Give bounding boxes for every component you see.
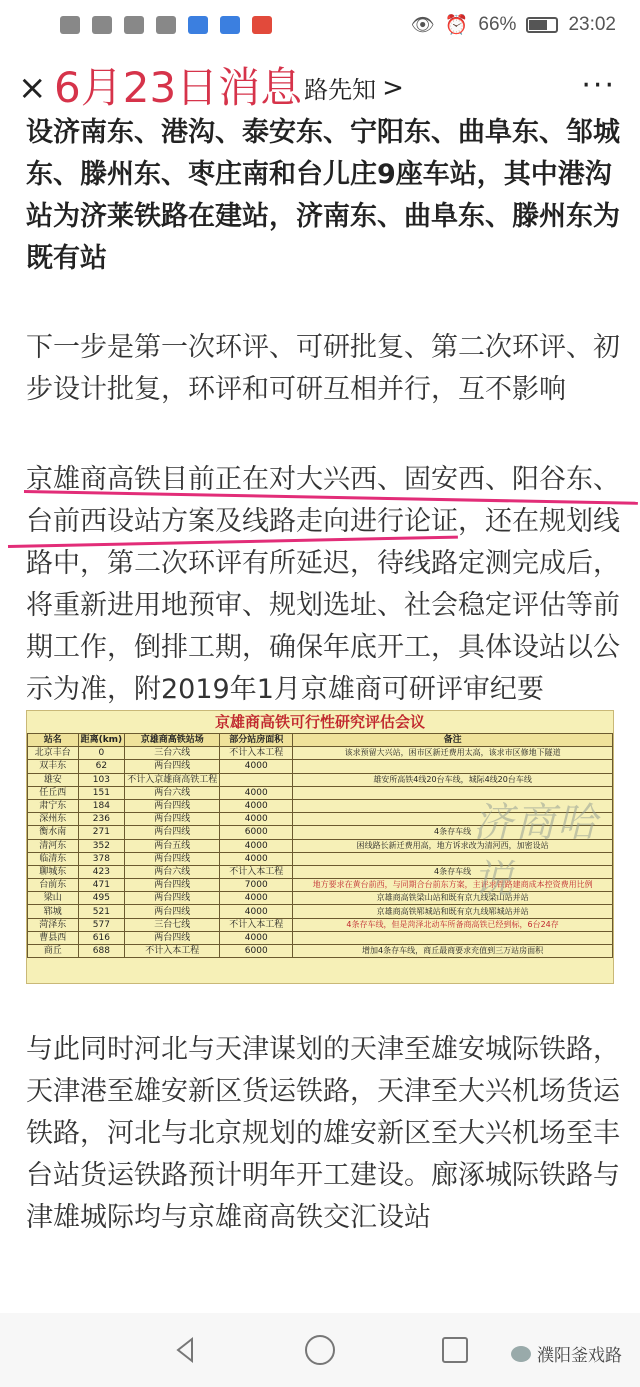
- system-nav-bar: [0, 1313, 640, 1387]
- table-row: [28, 760, 613, 773]
- table-header-cell: 京雄商高铁站场: [125, 734, 220, 747]
- alarm-icon: ⏰: [444, 15, 469, 36]
- table-title: 京雄商高铁可行性研究评估会议: [214, 713, 425, 731]
- back-icon[interactable]: [170, 1335, 200, 1365]
- table-cell: 616: [78, 931, 125, 944]
- qq-icon: [156, 16, 176, 34]
- table-cell: 6000: [220, 945, 293, 958]
- table-note-cell: [293, 931, 613, 944]
- table-cell: 4000: [220, 931, 293, 944]
- table-row: [28, 773, 613, 786]
- table-cell: 梁山: [28, 892, 79, 905]
- table-cell: 103: [78, 773, 125, 786]
- table-cell: 两台四线: [125, 760, 220, 773]
- table-cell: 雄安: [28, 773, 79, 786]
- table-cell: 两台六线: [125, 865, 220, 878]
- brand-name: 濮阳釜戏路: [537, 1346, 622, 1366]
- table-row: [28, 931, 613, 944]
- table-cell: 两台四线: [125, 931, 220, 944]
- table-cell: 不计入本工程: [125, 945, 220, 958]
- table-cell: 4000: [220, 852, 293, 865]
- table-note-cell: 4条存车线，但是菏泽北动车所备商高铁已经到标，6台24存: [293, 918, 613, 931]
- more-options-icon[interactable]: ···: [581, 68, 616, 103]
- table-note-cell: [293, 760, 613, 773]
- table-cell: 7000: [220, 879, 293, 892]
- table-header-cell: 部分站房面积: [220, 734, 293, 747]
- table-cell: 衡水南: [28, 826, 79, 839]
- review-minutes-table: [26, 710, 614, 984]
- table-cell: 151: [78, 786, 125, 799]
- table-cell: 62: [78, 760, 125, 773]
- table-cell: 4000: [220, 813, 293, 826]
- table-cell: 495: [78, 892, 125, 905]
- table-note-cell: 4条存车线: [293, 826, 613, 839]
- table-cell: 4000: [220, 760, 293, 773]
- table-note-cell: 京雄商高铁郓城站和既有京九线郓城站并站: [293, 905, 613, 918]
- table-cell: 4000: [220, 799, 293, 812]
- table-cell: 两台六线: [125, 786, 220, 799]
- table-cell: 双丰东: [28, 760, 79, 773]
- table-note-cell: 4条存车线: [293, 865, 613, 878]
- table-row: [28, 747, 613, 760]
- table-cell: 271: [78, 826, 125, 839]
- netease-icon: [252, 16, 272, 34]
- table-note-cell: 京雄商高铁梁山站和既有京九线梁山站并站: [293, 892, 613, 905]
- headline-date: 6月23日消息: [54, 62, 303, 112]
- table-cell: 4000: [220, 786, 293, 799]
- close-icon[interactable]: ×: [18, 67, 47, 108]
- table-cell: 184: [78, 799, 125, 812]
- table-cell: 521: [78, 905, 125, 918]
- table-cell: 聊城东: [28, 865, 79, 878]
- table-row: [28, 905, 613, 918]
- paragraph-next-steps: 下一步是第一次环评、可研批复、第二次环评、初步设计批复，环评和可研互相并行，互不影响: [26, 332, 620, 405]
- table-cell: 曹县西: [28, 931, 79, 944]
- table-cell: 商丘: [28, 945, 79, 958]
- table-cell: 352: [78, 839, 125, 852]
- home-icon[interactable]: [305, 1335, 335, 1365]
- table-cell: 4000: [220, 839, 293, 852]
- table-header-cell: 备注: [293, 734, 613, 747]
- table-cell: 两台四线: [125, 826, 220, 839]
- table-cell: 4000: [220, 905, 293, 918]
- table-cell: 两台四线: [125, 905, 220, 918]
- eye-icon: 👁: [410, 15, 435, 36]
- table-cell: 两台四线: [125, 852, 220, 865]
- table-note-cell: 困线路长新迁费用高，地方诉求改为清河西，加密设站: [293, 839, 613, 852]
- table-header-cell: 站名: [28, 734, 79, 747]
- table-cell: 北京丰台: [28, 747, 79, 760]
- recent-apps-icon[interactable]: [442, 1337, 468, 1363]
- table-cell: 两台四线: [125, 892, 220, 905]
- table-cell: 4000: [220, 892, 293, 905]
- table-cell: 423: [78, 865, 125, 878]
- table-header-row: [28, 734, 613, 747]
- wechat-brand: [511, 1341, 622, 1366]
- table-cell: 不计入京雄商高铁工程: [125, 773, 220, 786]
- chevron-right-icon[interactable]: >: [382, 72, 404, 103]
- airplane-icon: [92, 16, 112, 34]
- table-note-cell: 增加4条存车线，商丘最商要求充值到三万站房面积: [293, 945, 613, 958]
- table-cell: 471: [78, 879, 125, 892]
- table-cell: 深州东: [28, 813, 79, 826]
- table-cell: 两台四线: [125, 799, 220, 812]
- table-cell: 两台四线: [125, 879, 220, 892]
- table-cell: 两台五线: [125, 839, 220, 852]
- table-cell: 0: [78, 747, 125, 760]
- table-cell: 三台六线: [125, 747, 220, 760]
- table-cell: [220, 773, 293, 786]
- status-bar: [0, 0, 640, 50]
- table-row: [28, 918, 613, 931]
- table-row: [28, 945, 613, 958]
- table-cell: 6000: [220, 826, 293, 839]
- battery-percent: 66%: [478, 14, 517, 35]
- status-icons-left: [60, 16, 272, 34]
- table-cell: 三台七线: [125, 918, 220, 931]
- table-note-cell: 雄安所高铁4线20台车线，城际4线20台车线: [293, 773, 613, 786]
- table-cell: 378: [78, 852, 125, 865]
- table-cell: 肃宁东: [28, 799, 79, 812]
- table-cell: 菏泽东: [28, 918, 79, 931]
- table-cell: 577: [78, 918, 125, 931]
- walking-icon: [124, 16, 144, 34]
- table-cell: 清河东: [28, 839, 79, 852]
- account-name[interactable]: 路先知: [304, 76, 377, 104]
- table-cell: 台前东: [28, 879, 79, 892]
- table-note-cell: 该求预留大兴站，困市区新迁费用太高，该求市区修地下隧道: [293, 747, 613, 760]
- table-cell: 236: [78, 813, 125, 826]
- battery-icon: [526, 17, 558, 33]
- status-icons-right: [411, 13, 616, 37]
- table-cell: 不计入本工程: [220, 918, 293, 931]
- baidu-icon: [220, 16, 240, 34]
- clock: 23:02: [568, 14, 616, 35]
- table-cell: 688: [78, 945, 125, 958]
- paragraph-stations: 设济南东、港沟、泰安东、宁阳东、曲阜东、邹城东、滕州东、枣庄南和台儿庄9座车站，其中港沟站为济莱铁路在建站，济南东、曲阜东、滕州东为既有站: [26, 117, 620, 274]
- table-cell: 不计入本工程: [220, 865, 293, 878]
- wifi-icon: [60, 16, 80, 34]
- watermark-text: 济商哈说: [473, 800, 599, 903]
- table-cell: 郓城: [28, 905, 79, 918]
- table-cell: 临清东: [28, 852, 79, 865]
- table-cell: 两台四线: [125, 813, 220, 826]
- table-header-cell: 距离(km): [78, 734, 125, 747]
- paragraph-tianjin: 与此同时河北与天津谋划的天津至雄安城际铁路，天津港至雄安新区货运铁路，天津至大兴机场货运铁路，河北与北京规划的雄安新区至大兴机场至丰台站货运铁路预计明年开工建设。廊涿城际铁路与津雄城际均与京雄商高铁交汇设站: [26, 1034, 620, 1233]
- table-cell: 不计入本工程: [220, 747, 293, 760]
- table-note-cell: 地方要求在黄台前西，与同期合台前东方案，主评求铁路建商成本控资费用比例: [293, 879, 613, 892]
- table-cell: 任丘西: [28, 786, 79, 799]
- app-icon: [188, 16, 208, 34]
- paragraph-jingxiongshang: 京雄商高铁目前正在对大兴西、固安西、阳谷东、台前西设站方案及线路走向进行论证，还在规划线路中，第二次环评有所延迟，待线路定测完成后，将重新进用地预审、规划选址、社会稳定评估等前期工作，倒排工期，确保年底开工，具体设站以公示为准，附2019年1月京雄商可研评审纪要: [26, 464, 620, 705]
- wechat-icon: [511, 1346, 531, 1362]
